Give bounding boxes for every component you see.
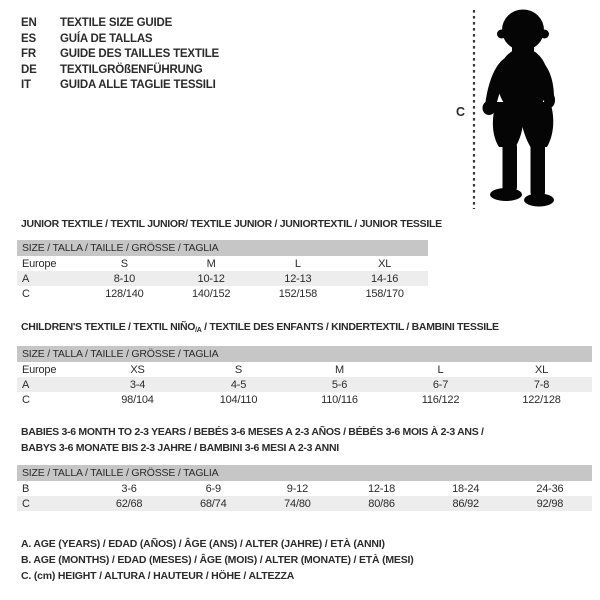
table-cell: 122/128 bbox=[522, 393, 561, 406]
table-cell: 98/104 bbox=[121, 393, 154, 406]
table-row-age bbox=[17, 377, 592, 392]
size-header-bar: SIZE / TALLA / TAILLE / GRÖSSE / TAGLIA bbox=[17, 240, 428, 256]
row-label-cell: C bbox=[22, 393, 30, 406]
height-measure-label: C bbox=[456, 105, 466, 119]
table-cell: 3-4 bbox=[129, 378, 146, 391]
table-cell: 80/86 bbox=[368, 497, 395, 510]
language-code: EN bbox=[21, 17, 37, 29]
table-cell: 12-13 bbox=[284, 272, 312, 285]
table-cell: 92/98 bbox=[536, 497, 564, 510]
table-row-europe bbox=[17, 256, 428, 271]
table-cell: S bbox=[120, 257, 128, 270]
section-title-line1: BABIES 3-6 MONTH TO 2-3 YEARS / BEBÉS 3-6 MESES A 2-3 AÑOS / BÉBÉS 3-6 MOIS À 2-3 ANS / bbox=[21, 426, 484, 438]
table-cell: 74/80 bbox=[284, 497, 311, 510]
size-header-bar: SIZE / TALLA / TAILLE / GRÖSSE / TAGLIA bbox=[17, 346, 592, 362]
table-cell: XL bbox=[534, 363, 549, 376]
language-label: TEXTILE SIZE GUIDE bbox=[60, 17, 173, 29]
language-code: DE bbox=[21, 63, 37, 76]
table-cell: M bbox=[206, 257, 216, 270]
row-label-cell: A bbox=[22, 272, 30, 285]
legend-line-b: B. AGE (MONTHS) / EDAD (MESES) / ÂGE (MOIS) / ALTER (MONATE) / ETÀ (MESI) bbox=[21, 554, 414, 566]
table-cell: XL bbox=[378, 257, 392, 270]
table-row-age-months bbox=[17, 481, 592, 496]
table-cell: 128/140 bbox=[105, 287, 144, 300]
babies-size-table bbox=[17, 481, 592, 511]
language-code: ES bbox=[21, 32, 36, 45]
table-cell: L bbox=[294, 257, 301, 270]
section-title-text: / TEXTILE DES ENFANTS / KINDERTEXTIL / BAMBINI TESSILE bbox=[201, 321, 499, 333]
section-title-subscript: /A bbox=[195, 327, 202, 334]
table-cell: 4-5 bbox=[230, 378, 247, 391]
table-cell: 8-10 bbox=[113, 272, 135, 285]
height-measure-line bbox=[472, 8, 476, 211]
junior-size-table-block bbox=[17, 240, 428, 301]
language-item-fr bbox=[21, 47, 219, 63]
language-code: FR bbox=[21, 48, 36, 60]
section-title-babies bbox=[21, 424, 484, 456]
row-label-cell: C bbox=[22, 497, 30, 510]
children-size-table bbox=[17, 362, 592, 407]
row-label-cell: C bbox=[22, 287, 30, 300]
size-header-bar: SIZE / TALLA / TAILLE / GRÖSSE / TAGLIA bbox=[17, 465, 592, 481]
language-label: GUIDA ALLE TAGLIE TESSILI bbox=[60, 79, 216, 91]
table-row-height bbox=[17, 286, 428, 301]
table-cell: 24-36 bbox=[536, 482, 564, 495]
measurement-legend bbox=[21, 536, 414, 584]
table-cell: 104/110 bbox=[219, 393, 258, 406]
table-cell: L bbox=[437, 363, 444, 376]
section-title-children bbox=[21, 319, 499, 339]
junior-size-table bbox=[17, 256, 428, 301]
row-label-cell: Europe bbox=[22, 257, 57, 270]
row-label-cell: Europe bbox=[22, 363, 57, 376]
children-size-table-block bbox=[17, 346, 592, 407]
language-item-it bbox=[21, 78, 219, 94]
section-title-line2: BABYS 3-6 MONATE BIS 2-3 JAHRE / BAMBINI 3-6 MESI A 2-3 ANNI bbox=[21, 442, 339, 454]
legend-line-a: A. AGE (YEARS) / EDAD (AÑOS) / ÂGE (ANS) / ALTER (JAHRE) / ETÀ (ANNI) bbox=[21, 538, 385, 550]
row-label-cell: A bbox=[22, 378, 30, 391]
table-cell: 10-12 bbox=[197, 272, 225, 285]
table-cell: M bbox=[335, 363, 344, 376]
language-label: GUIDE DES TAILLES TEXTILE bbox=[60, 48, 219, 60]
table-cell: 14-16 bbox=[371, 272, 399, 285]
section-title-text: CHILDREN'S TEXTILE / TEXTIL NIÑO bbox=[21, 321, 196, 333]
language-item-en bbox=[21, 16, 219, 32]
table-cell: 62/68 bbox=[115, 497, 143, 510]
table-cell: 86/92 bbox=[452, 497, 479, 510]
table-row-europe bbox=[17, 362, 592, 377]
language-list bbox=[21, 16, 219, 94]
language-label: TEXTILGRÖßENFÜHRUNG bbox=[60, 63, 203, 76]
table-cell: 152/158 bbox=[278, 287, 318, 300]
toddler-silhouette bbox=[479, 8, 567, 207]
row-label-cell: B bbox=[22, 482, 30, 495]
table-cell: 12-18 bbox=[367, 482, 396, 495]
table-cell: XS bbox=[130, 363, 145, 376]
language-code: IT bbox=[21, 79, 31, 91]
table-cell: 9-12 bbox=[286, 482, 308, 495]
table-cell: 6-9 bbox=[205, 482, 221, 495]
table-cell: 3-6 bbox=[121, 482, 137, 495]
babies-size-table-block bbox=[17, 465, 592, 511]
language-item-de bbox=[21, 63, 219, 79]
table-cell: 116/122 bbox=[421, 393, 460, 406]
table-cell: S bbox=[234, 363, 243, 376]
table-row-height bbox=[17, 496, 592, 511]
table-cell: 140/152 bbox=[191, 287, 231, 300]
table-cell: 5-6 bbox=[331, 378, 348, 391]
section-title-junior: JUNIOR TEXTILE / TEXTIL JUNIOR/ TEXTILE JUNIOR / JUNIORTEXTIL / JUNIOR TESSILE bbox=[21, 218, 442, 230]
language-item-es bbox=[21, 32, 219, 48]
table-row-height bbox=[17, 392, 592, 407]
legend-line-c: C. (cm) HEIGHT / ALTURA / HAUTEUR / HÖHE / ALTEZZA bbox=[21, 570, 295, 582]
table-row-age bbox=[17, 271, 428, 286]
table-cell: 68/74 bbox=[199, 497, 227, 510]
language-label: GUÍA DE TALLAS bbox=[60, 32, 153, 45]
table-cell: 158/170 bbox=[365, 287, 404, 300]
table-cell: 110/116 bbox=[321, 393, 358, 406]
table-cell: 18-24 bbox=[452, 482, 480, 495]
table-cell: 6-7 bbox=[432, 378, 449, 391]
table-cell: 7-8 bbox=[533, 378, 550, 391]
